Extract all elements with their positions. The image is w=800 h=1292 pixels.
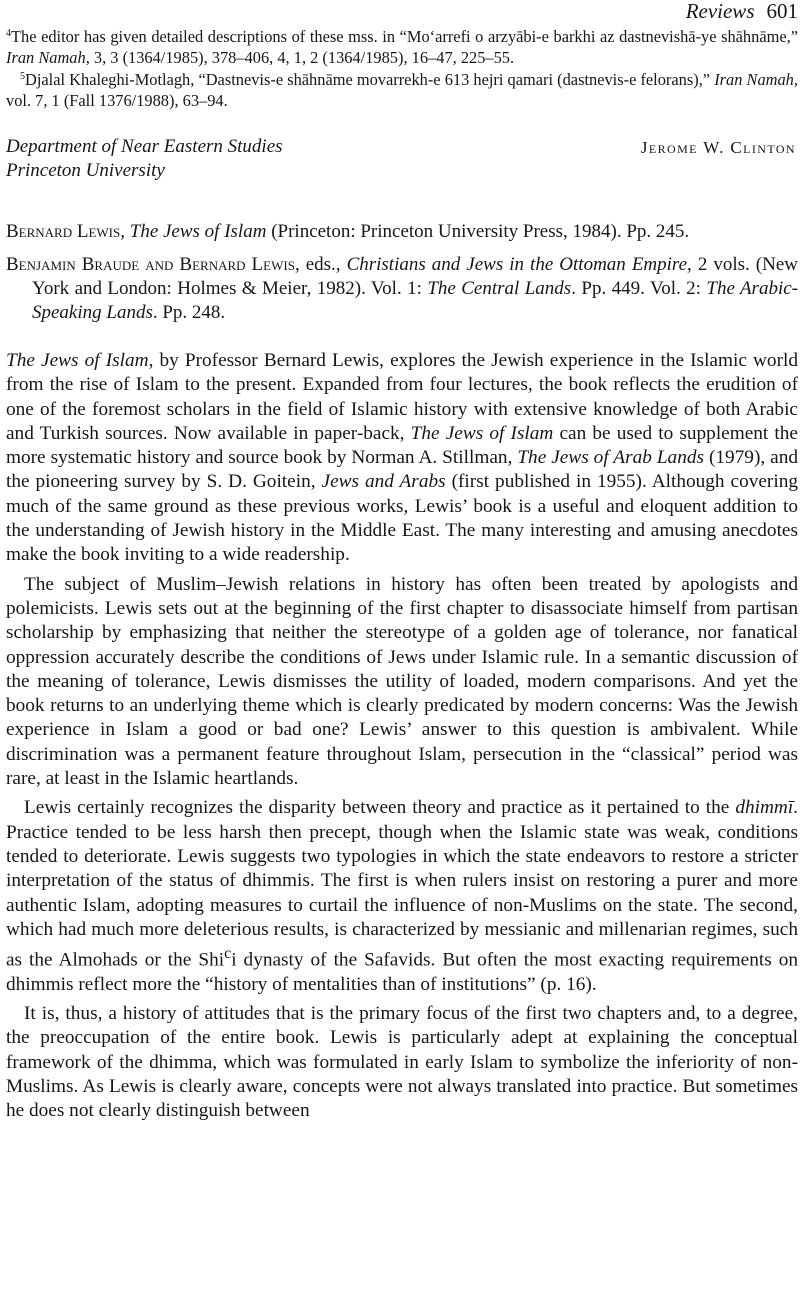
reviewer-signature (6, 135, 798, 183)
running-head-section: Reviews (685, 0, 755, 23)
book-citation: Bernard Lewis, The Jews of Islam (Princeton: Princeton University Press, 1984). Pp. 245. (6, 221, 690, 242)
page-number: 601 (766, 0, 798, 23)
footnote-5 (6, 69, 798, 111)
paragraph: Lewis certainly recognizes the disparity between theory and practice as it pertained to the dhimmī. Practice tended to be less harsh then precept, though when the Islamic state was weak, conditions tended to deteriorate. Lewis suggests two typologies in which the state endeavors to restore a stricter interpretation of the status of dhimmis. The first is when rulers insist on restoring a purer and more authentic Islam, adopting measures to curtail the influence of non-Muslims on the state. The second, which had much more deleterious results, is characterized by messianic and millenarian regimes, such as the Almohads or the Shi$^c$i dynasty of the Safavids. But often the most exacting requirements on dhimmis reflect more the “history of mentalities than of institutions” (p. 16). (6, 797, 798, 995)
footnote-text: The editor has given detailed descriptions of these mss. in “Mo‘arrefi o arzyābi-e barkhi az dastnevishā-ye shāhnāme,” Iran Namah, 3, 3 (1364/1985), 378–406, 4, 1, 2 (1364/1985), 16–47, 225–55. (6, 27, 798, 67)
running-header (6, 0, 798, 26)
book-citation: Benjamin Braude and Bernard Lewis, eds., Christians and Jews in the Ottoman Empire, 2 vols. (New York and London: Holmes & Meier, 1982). Vol. 1: The Central Lands. Pp. 449. Vol. 2: The Arabic-Speaking Lands. Pp. 248. (6, 254, 798, 323)
journal-page (6, 0, 798, 1124)
university-name: Princeton University (6, 160, 165, 181)
department-name: Department of Near Eastern Studies (6, 136, 283, 157)
paragraph: The Jews of Islam, by Professor Bernard Lewis, explores the Jewish experience in the Islamic world from the rise of Islam to the present. Expanded from four lectures, the book reflects the erudition of one of the foremost scholars in the field of Islamic history with extensive knowledge of both Arabic and Turkish sources. Now available in paper-back, The Jews of Islam can be used to supplement the more systematic history and source book by Norman A. Stillman, The Jews of Arab Lands (1979), and the pioneering survey by S. D. Goitein, Jews and Arabs (first published in 1955). Although covering much of the same ground as these previous works, Lewis’ book is a useful and eloquent addition to the understanding of Jewish history in the Middle East. The many interesting and amusing anecdotes make the book inviting to a wide readership. (6, 350, 798, 566)
paragraph: The subject of Muslim–Jewish relations in history has often been treated by apologists and polemicists. Lewis sets out at the beginning of the first chapter to disassociate himself from partisan scholarship by emphasizing that neither the stereotype of a golden age of tolerance, nor fanatical oppression accurately describe the conditions of Jews under Islamic rule. In a semantic discussion of the meaning of tolerance, Lewis dismisses the utility of loaded, modern comparisons. And yet the book returns to an underlying theme which is clearly predicated by modern concerns: Was the Jewish experience in Islam a good or bad one? Lewis’ answer to this question is ambivalent. While discrimination was a permanent feature throughout Islam, persecution in the “classical” period was rare, at least in the Islamic heartlands. (6, 573, 798, 790)
paragraph: It is, thus, a history of attitudes that is the primary focus of the first two chapters and, to a degree, the preoccupation of the entire book. Lewis is particularly adept at explaining the conceptual framework of the dhimma, which was formulated in early Islam to symbolize the inferiority of non-Muslims. As Lewis is clearly aware, concepts were not always translated into practice. But sometimes he does not clearly distinguish between (6, 1003, 798, 1122)
footnote-text: Djalal Khaleghi-Motlagh, “Dastnevis-e shāhnāme movarrekh-e 613 hejri qamari (dastnevis-e felorans),” Iran Namah, vol. 7, 1 (Fall 1376/1988), 63–94. (6, 70, 798, 110)
footnote-4 (6, 26, 798, 68)
reviewer-name: Jerome W. Clinton (640, 138, 796, 157)
review-body (6, 349, 798, 1124)
footnote-mark: 4 (6, 28, 11, 39)
footnote-mark: 5 (20, 71, 25, 82)
